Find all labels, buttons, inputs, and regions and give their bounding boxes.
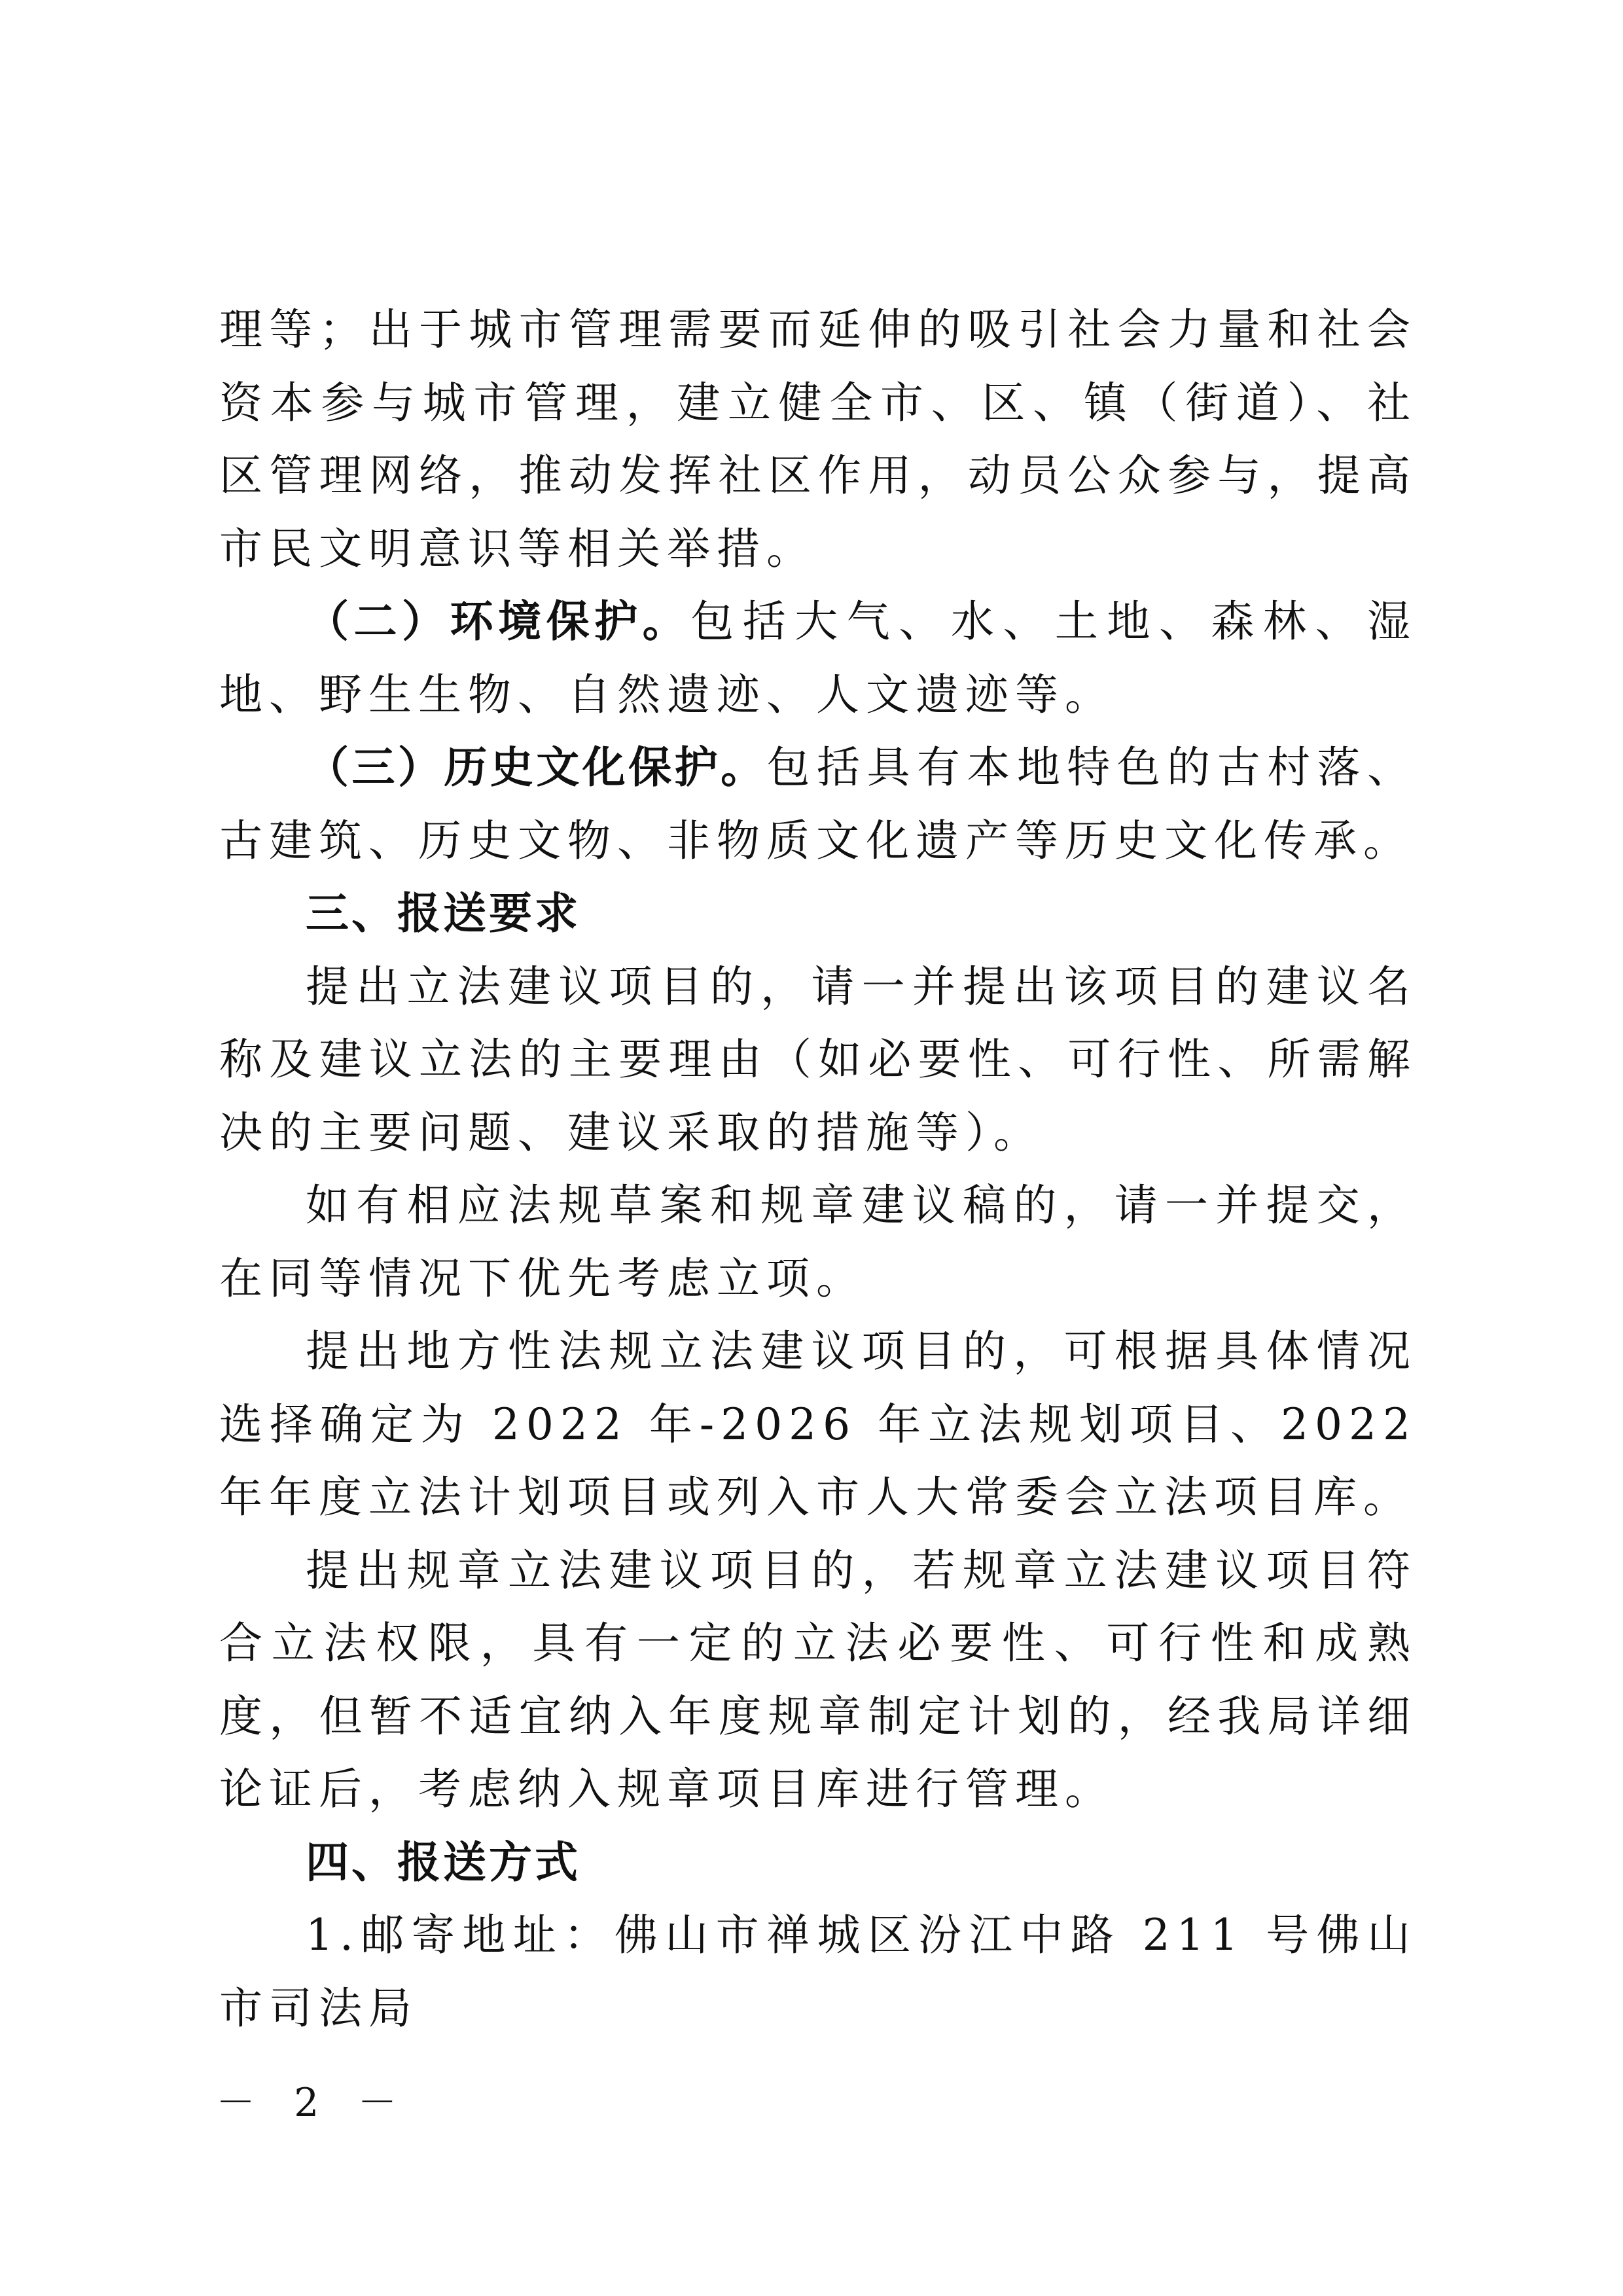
paragraph-environment-protection: [219, 585, 1417, 731]
page-number: － 2 －: [216, 2080, 410, 2126]
paragraph-city-management-cont: 理等；出于城市管理需要而延伸的吸引社会力量和社会资本参与城市管理，建立健全市、区、镇（街道）、社区管理网络，推动发挥社区作用，动员公众参与，提高市民文明意识等相关举措。: [219, 304, 1417, 574]
paragraph-historical-culture: [219, 731, 1417, 877]
paragraph-draft-submission: 如有相应法规草案和规章建议稿的，请一并提交，在同等情况下优先考虑立项。: [219, 1180, 1417, 1304]
paragraph-local-regulations: 提出地方性法规立法建议项目的，可根据具体情况选择确定为 2022 年-2026 年立法规划项目、2022 年年度立法计划项目或列入市人大常委会立法项目库。: [219, 1326, 1417, 1522]
paragraph-mailing-address: 1.邮寄地址：佛山市禅城区汾江中路 211 号佛山市司法局: [219, 1910, 1417, 2034]
paragraph-rules-proposals: 提出规章立法建议项目的，若规章立法建议项目符合立法权限，具有一定的立法必要性、可行性和成熟度，但暂不适宜纳入年度规章制定计划的，经我局详细论证后，考虑纳入规章项目库进行管理。: [219, 1545, 1417, 1814]
section-heading-submission-methods: 四、报送方式: [306, 1837, 580, 1888]
section-heading-submission-requirements: 三、报送要求: [306, 888, 580, 939]
subheading-environment-protection: （二）环境保护。: [306, 596, 691, 647]
paragraph-proposal-reasons: 提出立法建议项目的，请一并提出该项目的建议名称及建议立法的主要理由（如必要性、可行性、所需解决的主要问题、建议采取的措施等）。: [219, 961, 1417, 1158]
paragraph-text: 包括大气、水、土地、森林、湿地、野生生物、自然遗迹、人文遗迹等。: [219, 596, 1418, 720]
subheading-historical-culture: （三）历史文化保护。: [306, 742, 767, 793]
paragraph-text: 包括具有本地特色的古村落、古建筑、历史文物、非物质文化遗产等历史文化传承。: [219, 742, 1418, 866]
document-body: [219, 293, 1417, 2045]
